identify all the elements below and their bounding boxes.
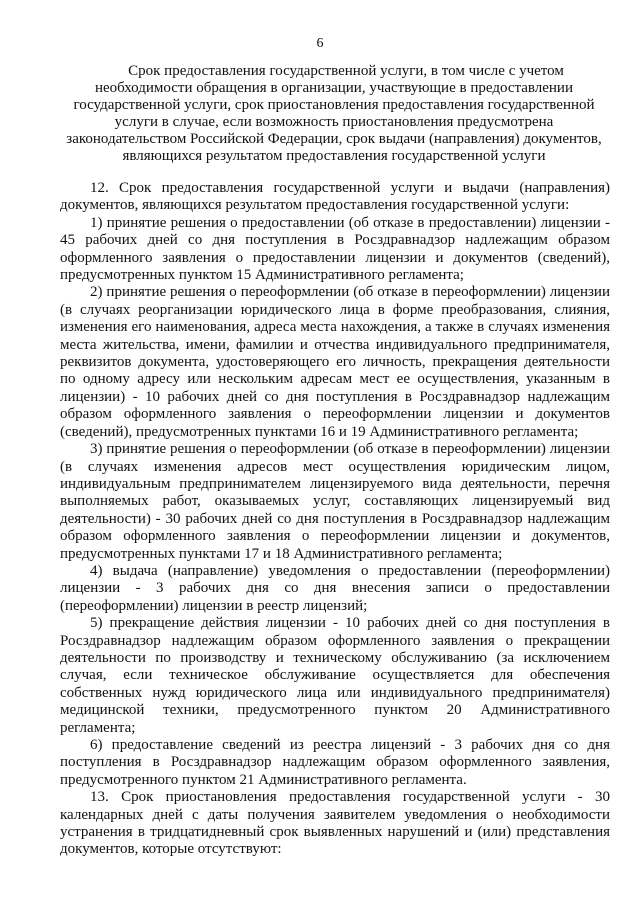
heading-line: законодательством Российской Федерации, срок выдачи (направления) документов, — [66, 130, 602, 147]
heading-line: необходимости обращения в организации, участвующие в предоставлении — [95, 79, 573, 96]
list-item-1: 1) принятие решения о предоставлении (об отказе в предоставлении) лицензии - 45 рабочих дней со дня поступления в Росздравнадзор надлежащим образом оформленного заявления о предоставлении лицензии и документов (сведений), предусмотренных пунктом 15 Административного регламента; — [60, 214, 610, 284]
paragraph-12: 12. Срок предоставления государственной услуги и выдачи (направления) документов, являющихся результатом предоставления государственной услуги: — [60, 180, 610, 214]
list-item-3: 3) принятие решения о переоформлении (об отказе в переоформлении) лицензии (в случаях изменения адресов мест осуществления юридическим лицом, индивидуальным предпринимателем лицензируемого вида деятельности, перечня выполняемых работ, оказываемых услуг, составляющих лицензируемый вид деятельности) - 30 рабочих дней со дня поступления в Росздравнадзор надлежащим образом оформленного заявления о переоформлении лицензии и документов, предусмотренных пунктами 17 и 18 Административного регламента; — [60, 441, 610, 562]
heading-line: услуги в случае, если возможность приостановления предусмотрена — [114, 113, 554, 130]
heading-line: государственной услуги, срок приостановления предоставления государственной — [73, 96, 595, 113]
list-item-5: 5) прекращение действия лицензии - 10 рабочих дней со дня поступления в Росздравнадзор надлежащим образом оформленного заявления о прекращении деятельности по производству и техническому обслуживанию (за исключением случая, если техническое обслуживание осуществляется для обеспечения собственных нужд юридического лица или индивидуального предпринимателя) медицинской техники, предусмотренного пунктом 20 Административного регламента; — [60, 615, 610, 736]
section-heading — [58, 63, 610, 164]
paragraph-13: 13. Срок приостановления предоставления государственной услуги - 30 календарных дней с даты получения заявителем уведомления о необходимости устранения в тридцатидневный срок выявленных нарушений и (или) представления документов, которые отсутствуют: — [60, 789, 610, 858]
list-item-6: 6) предоставление сведений из реестра лицензий - 3 рабочих дня со дня поступления в Росздравнадзор надлежащим образом оформленного заявления, предусмотренного пунктом 21 Административного регламента. — [60, 737, 610, 788]
heading-line: являющихся результатом предоставления государственной услуги — [122, 147, 546, 164]
list-item-4: 4) выдача (направление) уведомления о предоставлении (переоформлении) лицензии - 3 рабочих дня со дня внесения записи о предоставлении (переоформлении) лицензии в реестр лицензий; — [60, 562, 610, 614]
heading-line: Срок предоставления государственной услуги, в том числе с учетом — [128, 63, 564, 79]
document-body — [60, 180, 610, 859]
page-number: 6 — [316, 36, 324, 51]
list-item-2: 2) принятие решения о переоформлении (об отказе в переоформлении) лицензии (в случаях реорганизации юридического лица в форме преобразования, слияния, изменения его наименования, адреса места нахождения, а также в случаях изменения места жительства, имени, фамилии и отчества индивидуального предпринимателя, реквизитов документа, удостоверяющего его личность, прекращения деятельности по одному адресу или нескольким адресам мест ее осуществления, указанным в лицензии) - 10 рабочих дней со дня поступления в Росздравнадзор надлежащим образом оформленного заявления о переоформлении лицензии и документов (сведений), предусмотренных пунктами 16 и 19 Административного регламента; — [60, 284, 610, 440]
